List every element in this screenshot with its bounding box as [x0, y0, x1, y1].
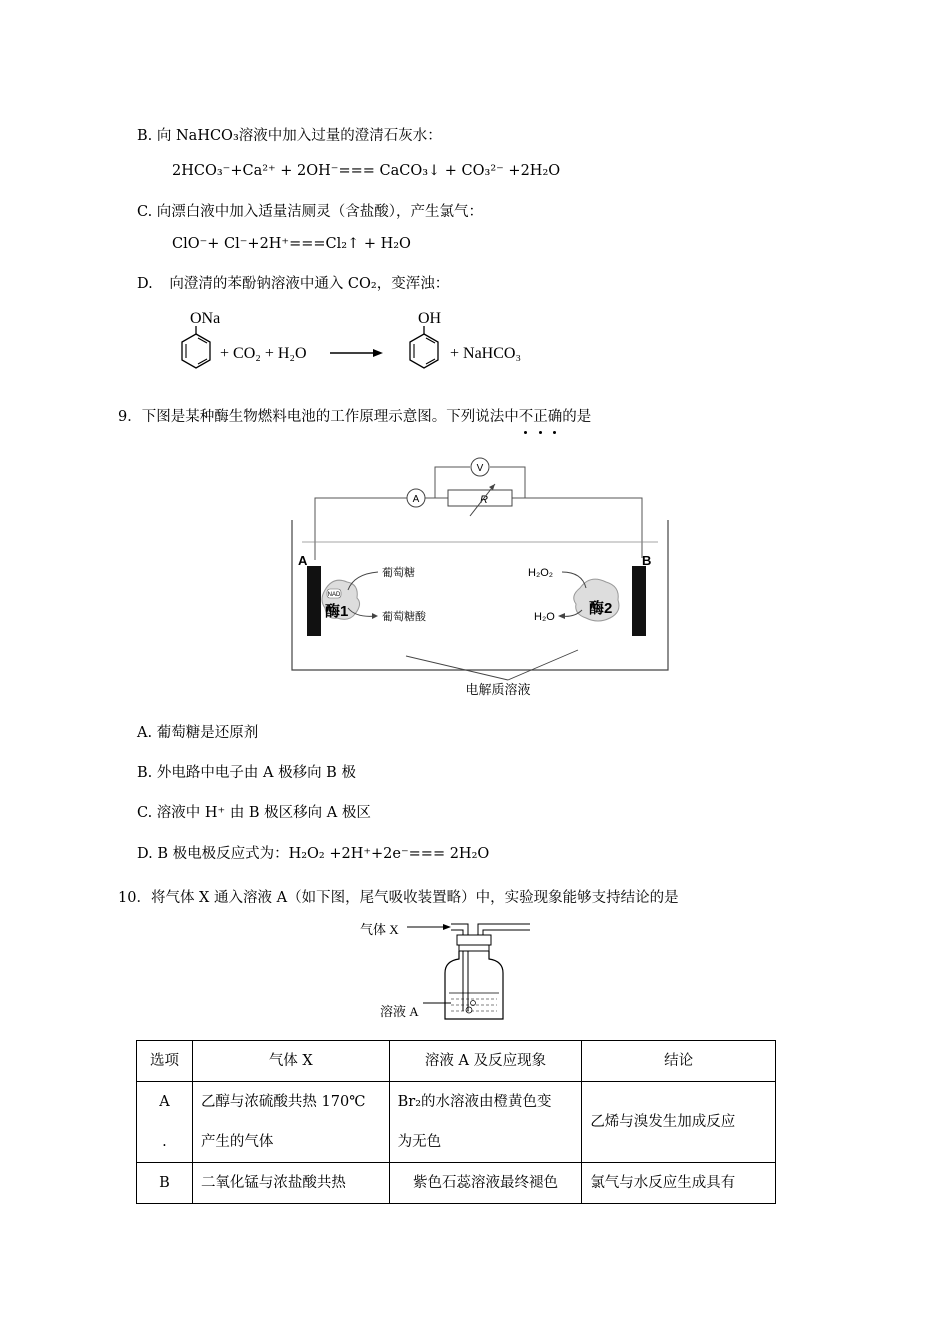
header-option: 选项 — [137, 1041, 193, 1082]
table-row — [137, 1082, 776, 1163]
gas-cell: 二氧化锰与浓盐酸共热 — [192, 1163, 389, 1204]
option-text: 向澄清的苯酚钠溶液中通入 CO₂，变浑浊： — [169, 276, 450, 292]
q8-option-b — [137, 124, 442, 145]
q9-option-b: B. 外电路中电子由 A 极移向 B 极 — [137, 765, 356, 781]
svg-text:葡萄糖酸: 葡萄糖酸 — [382, 611, 426, 623]
option-label: D. — [137, 276, 153, 292]
svg-text:酶2: 酶2 — [589, 600, 613, 617]
phenol-reaction-scheme — [170, 304, 550, 386]
solution-a-label: 溶液 A — [380, 1004, 419, 1019]
phenol-group: OH — [418, 310, 442, 327]
svg-text:B: B — [642, 553, 652, 568]
svg-text:酶1: 酶1 — [325, 603, 349, 620]
products-plus: + NaHCO₃ — [450, 345, 522, 362]
gas-washing-bottle — [355, 915, 545, 1025]
q9-stem: 9．下图是某种酶生物燃料电池的工作原理示意图。下列说法中不正确的是 — [118, 409, 592, 425]
table-header-row — [137, 1041, 776, 1082]
option-cell: B — [137, 1163, 193, 1204]
conclusion-cell: 氯气与水反应生成具有 — [582, 1163, 776, 1204]
q8-option-c — [137, 200, 483, 221]
q8-option-c-equation: ClO⁻+ Cl⁻+2H⁺===Cl₂↑ + H₂O — [172, 236, 411, 252]
q9-option-d: D. B 极电极反应式为：H₂O₂ +2H⁺+2e⁻=== 2H₂O — [137, 846, 490, 862]
q9-option-a: A. 葡萄糖是还原剂 — [137, 725, 259, 741]
phenomenon-cell: Br₂的水溶液由橙黄色变 为无色 — [389, 1082, 582, 1163]
fuel-cell-diagram — [280, 450, 680, 702]
gas-x-label: 气体 X — [360, 922, 399, 937]
header-gas: 气体 X — [192, 1041, 389, 1082]
svg-text:R: R — [480, 494, 488, 506]
option-cell: A . — [137, 1082, 193, 1163]
option-text: 向漂白液中加入适量洁厕灵（含盐酸），产生氯气： — [156, 204, 484, 220]
option-text: 向 NaHCO₃溶液中加入过量的澄清石灰水： — [156, 128, 442, 144]
q10-table — [136, 1040, 776, 1204]
svg-text:V: V — [476, 463, 484, 474]
reactants-plus: + CO₂ + H₂O — [220, 345, 307, 362]
svg-text:A: A — [298, 553, 308, 568]
q9-option-c: C. 溶液中 H⁺ 由 B 极区移向 A 极区 — [137, 805, 371, 821]
electrode-a — [307, 566, 321, 636]
header-phenomenon: 溶液 A 及反应现象 — [389, 1041, 582, 1082]
header-conclusion: 结论 — [582, 1041, 776, 1082]
q8-option-b-equation: 2HCO₃⁻+Ca²⁺ + 2OH⁻=== CaCO₃↓ + CO₃²⁻ +2H₂O — [172, 163, 561, 179]
option-label: C. — [137, 204, 153, 220]
svg-text:H₂O₂: H₂O₂ — [528, 567, 554, 579]
q10-stem: 10．将气体 X 通入溶液 A（如下图，尾气吸收装置略）中，实验现象能够支持结论的是 — [118, 890, 679, 906]
phenomenon-cell: 紫色石蕊溶液最终褪色 — [389, 1163, 582, 1204]
svg-text:A: A — [412, 494, 420, 505]
option-label: B. — [137, 128, 153, 144]
conclusion-cell: 乙烯与溴发生加成反应 — [582, 1082, 776, 1163]
svg-text:H₂O: H₂O — [534, 611, 555, 623]
gas-cell: 乙醇与浓硫酸共热 170℃ 产生的气体 — [192, 1082, 389, 1163]
svg-text:NAD: NAD — [327, 592, 341, 598]
table-row — [137, 1163, 776, 1204]
electrode-b — [632, 566, 646, 636]
svg-text:葡萄糖: 葡萄糖 — [382, 567, 415, 579]
electrolyte-label: 电解质溶液 — [465, 682, 531, 697]
sodium-phenoxide-group: ONa — [190, 310, 221, 327]
q8-option-d — [137, 272, 449, 293]
